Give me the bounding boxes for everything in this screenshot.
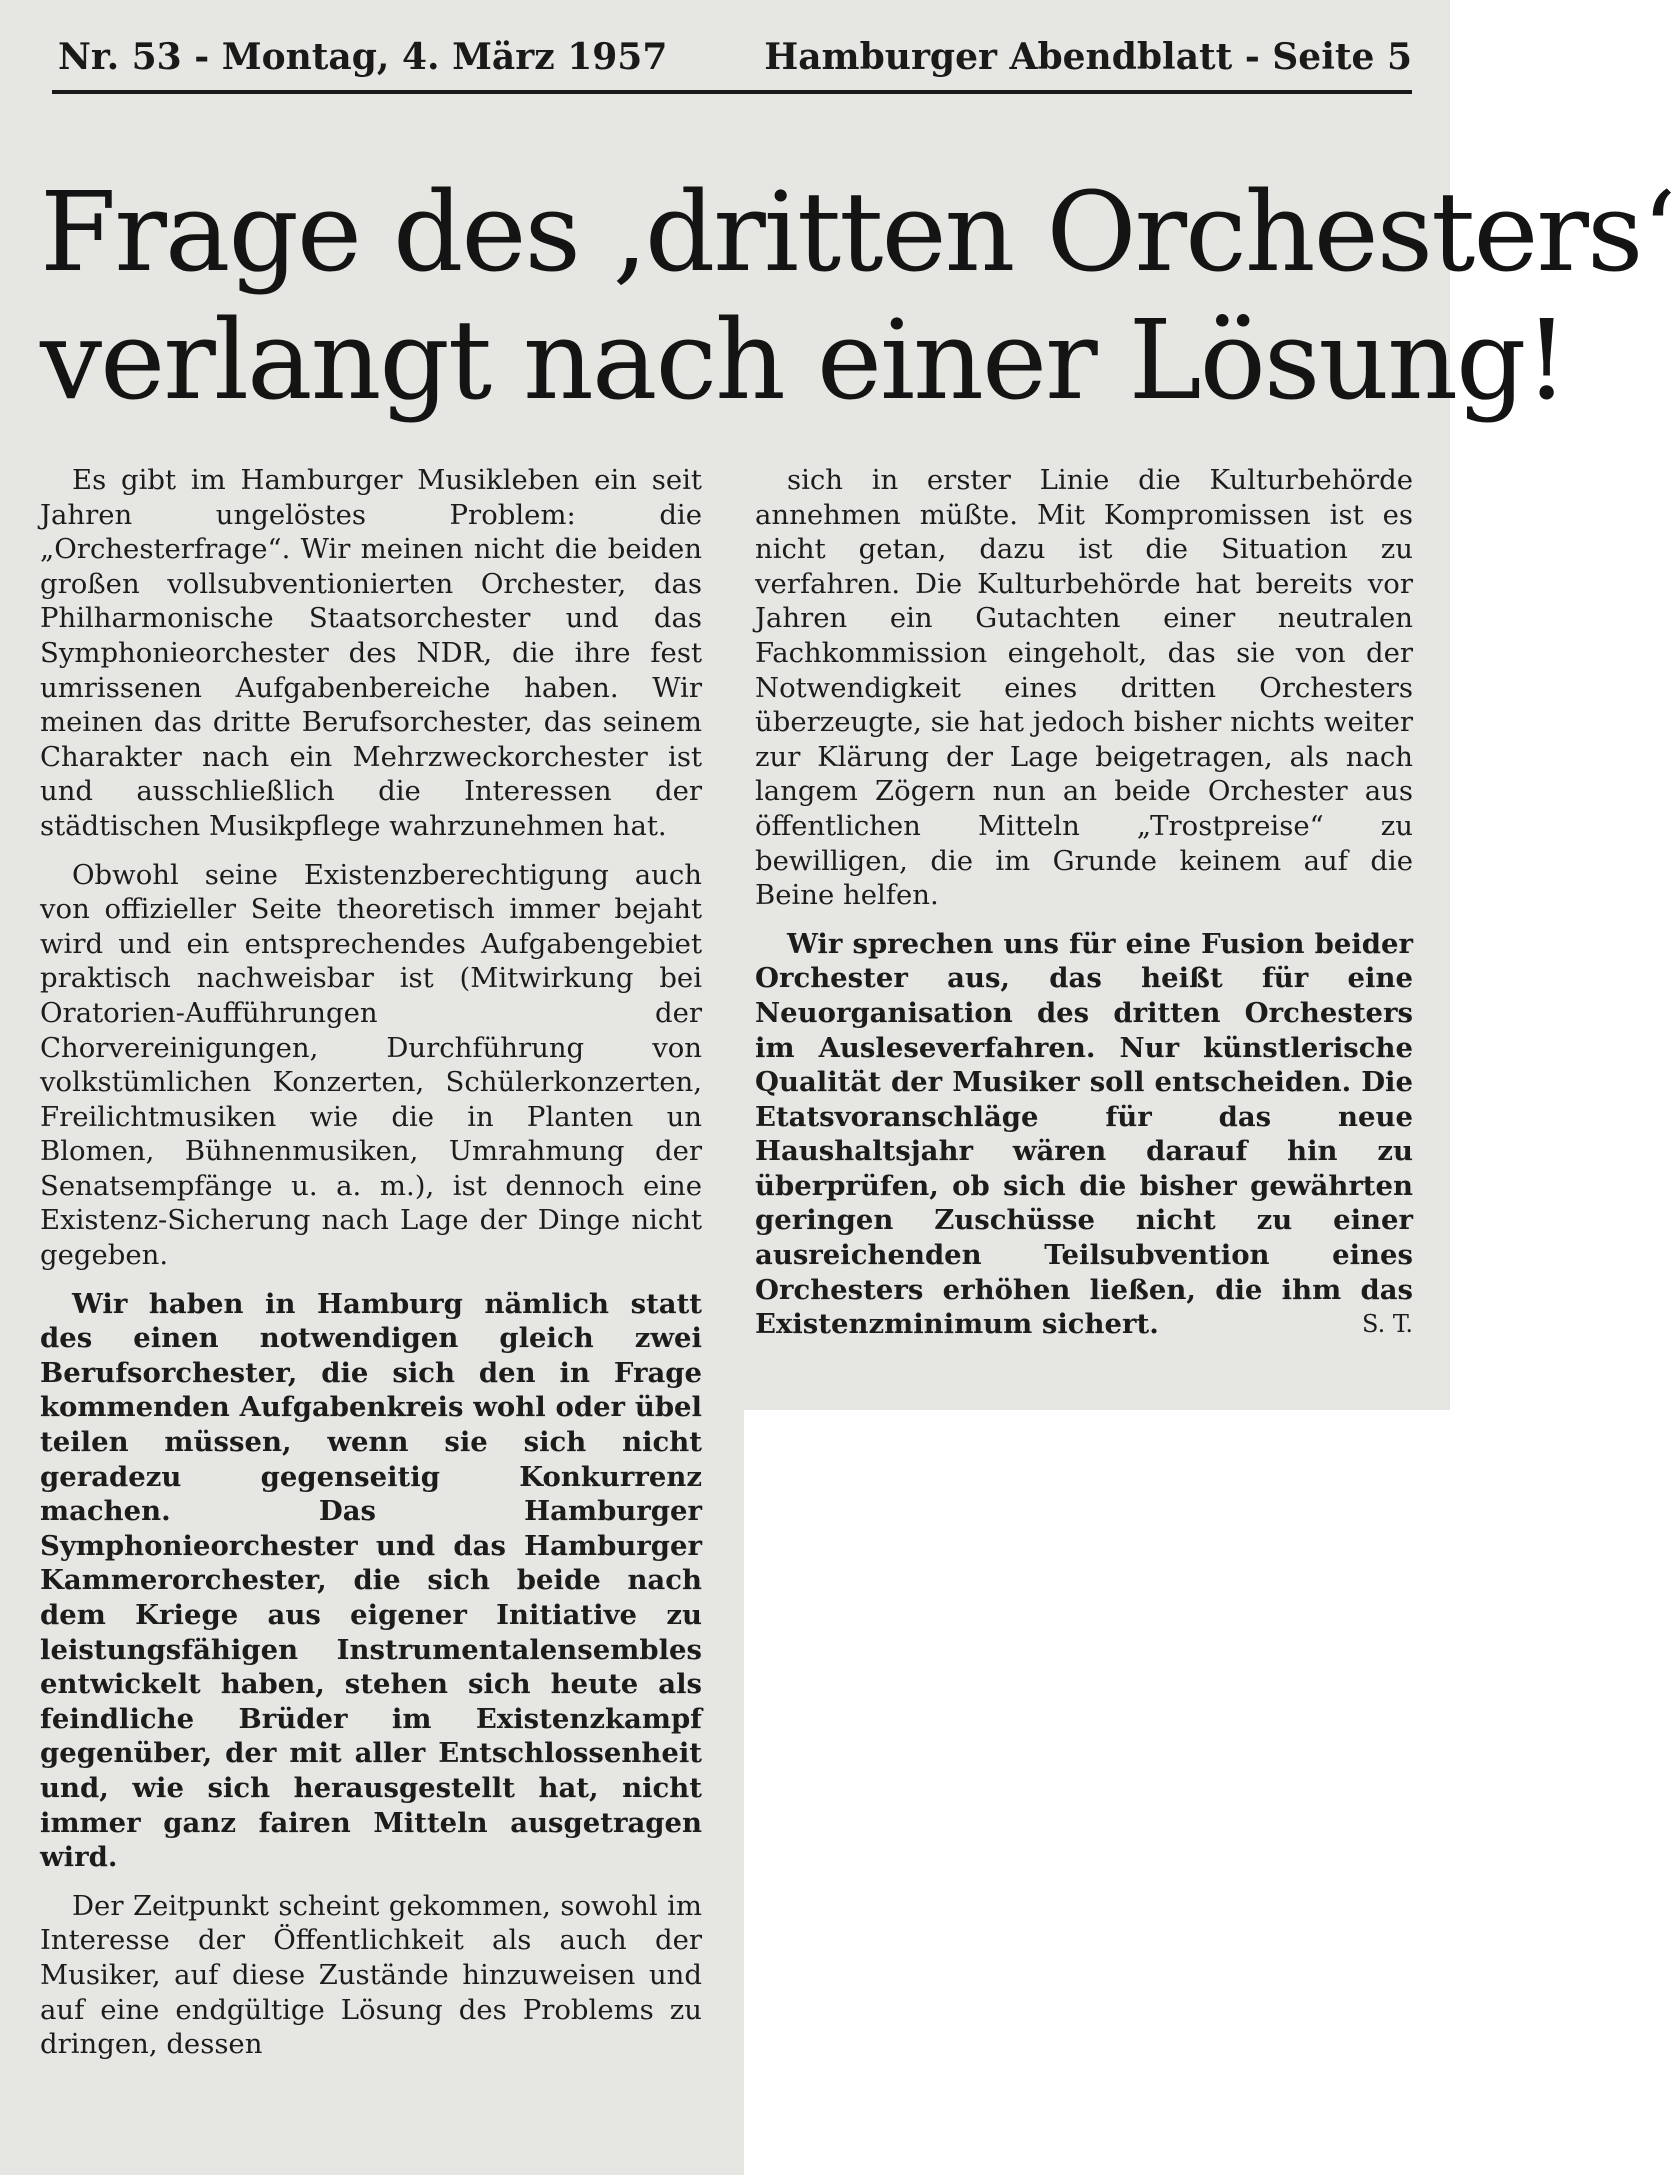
author-signature: S. T. (1362, 1310, 1413, 1339)
headline-line-2: verlangt nach einer Lösung! (40, 296, 1567, 424)
masthead (50, 28, 1412, 88)
paragraph-3: Wir haben in Hamburg nämlich statt des einen notwendigen gleich zwei Berufsorchester, die sich den in Frage kommenden Aufgabenkreis wohl oder übel teilen müssen, wenn sie sich nicht geradezu gegenseitig Konkurrenz machen. Das Hamburger Symphonieorchester und das Hamburger Kammerorchester, die sich beide nach dem Kriege aus eigener Initiative zu leistungsfähigen Instrumentalensembles entwickelt haben, stehen sich heute als feindliche Brüder im Existenzkampf gegenüber, der mit aller Entschlossenheit und, wie sich herausgestellt hat, nicht immer ganz fairen Mitteln ausgetragen wird. (40, 1287, 702, 1874)
paragraph-6 (755, 927, 1413, 1342)
article-column-left (40, 463, 702, 2076)
paragraph-4: Der Zeitpunkt scheint gekommen, sowohl im Interesse der Öffentlichkeit als auch der Musiker, auf diese Zustände hinzuweisen und auf eine endgültige Lösung des Problems zu dringen, dessen (40, 1889, 702, 2061)
paper-name-page: Hamburger Abendblatt - Seite 5 (764, 36, 1412, 78)
article-column-right (755, 463, 1413, 1356)
paragraph-6-text: Wir sprechen uns für eine Fusion beider Orchester aus, das heißt für eine Neuorganisation des dritten Orchesters im Ausleseverfahren. Nur künstlerische Qualität der Musiker soll entscheiden. Die Etatsvoranschläge für das neue Haushaltsjahr wären darauf hin zu überprüfen, ob sich die bisher gewährten geringen Zuschüsse nicht zu einer ausreichenden Teilsubvention eines Orchesters erhöhen ließen, die ihm das Existenzminimum sichert. (755, 927, 1413, 1341)
headline (40, 168, 1674, 424)
masthead-rule (52, 90, 1412, 94)
issue-date: Nr. 53 - Montag, 4. März 1957 (58, 36, 668, 78)
paragraph-1: Es gibt im Hamburger Musikleben ein seit Jahren ungelöstes Problem: die „Orchesterfrage“. Wir meinen nicht die beiden großen vollsubventionierten Orchester, das Philharmonische Staatsorchester und das Symphonieorchester des NDR, die ihre fest umrissenen Aufgabenbereiche haben. Wir meinen das dritte Berufsorchester, das seinem Charakter nach ein Mehrzweckorchester ist und ausschließlich die Interessen der städtischen Musikpflege wahrzunehmen hat. (40, 464, 702, 842)
headline-line-1: Frage des ‚dritten Orchesters‘ (40, 168, 1674, 296)
paragraph-2: Obwohl seine Existenzberechtigung auch von offizieller Seite theoretisch immer bejaht wird und ein entsprechendes Aufgabengebiet praktisch nachweisbar ist (Mitwirkung bei Oratorien-Aufführungen der Chorvereinigungen, Durchführung von volkstümlichen Konzerten, Schülerkonzerten, Freilichtmusiken wie die in Planten un Blomen, Bühnenmusiken, Umrahmung der Senatsempfänge u. a. m.), ist dennoch eine Existenz-Sicherung nach Lage der Dinge nicht gegeben. (40, 858, 702, 1272)
paragraph-5: sich in erster Linie die Kulturbehörde annehmen müßte. Mit Kompromissen ist es nicht getan, dazu ist die Situation zu verfahren. Die Kulturbehörde hat bereits vor Jahren ein Gutachten einer neutralen Fachkommission eingeholt, das sie von der Notwendigkeit eines dritten Orchesters überzeugte, sie hat jedoch bisher nichts weiter zur Klärung der Lage beigetragen, als nach langem Zögern nun an beide Orchester aus öffentlichen Mitteln „Trostpreise“ zu bewilligen, die im Grunde keinem auf die Beine helfen. (755, 464, 1413, 912)
